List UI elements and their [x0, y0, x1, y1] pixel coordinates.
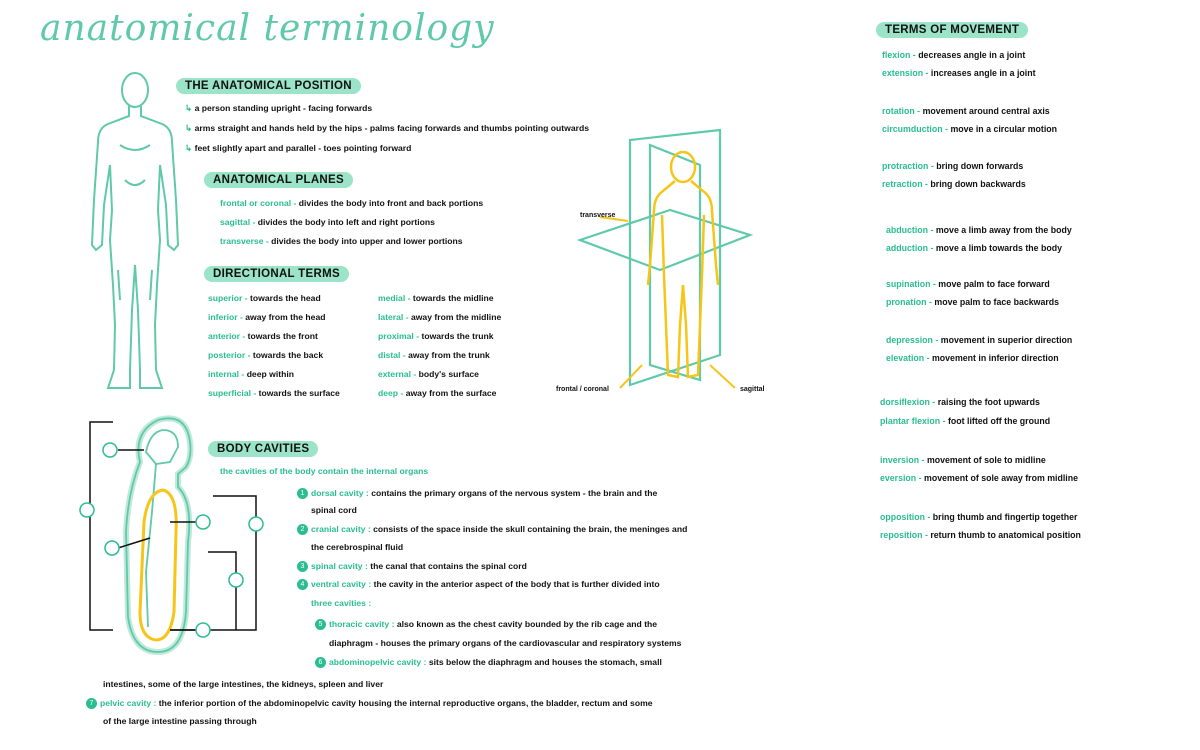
movement-term: elevation - movement in inferior direction: [886, 353, 1059, 363]
cavity-item: 7 pelvic cavity : the inferior portion of the abdominopelvic cavity housing the internal reproductive organs, the bladder, rectum and some: [86, 698, 653, 709]
body-cavities-intro: the cavities of the body contain the internal organs: [220, 466, 429, 476]
directional-terms-left-list: [208, 293, 340, 407]
page-title: anatomical terminology: [40, 8, 495, 49]
cavity-item: 6 abdominopelvic cavity : sits below the diaphragm and houses the stomach, small: [315, 657, 662, 668]
directional-term: proximal - towards the trunk: [378, 331, 494, 341]
cavity-item: 5 thoracic cavity : also known as the chest cavity bounded by the rib cage and the: [315, 619, 657, 630]
directional-term: lateral - away from the midline: [378, 312, 502, 322]
movement-term: circumduction - move in a circular motion: [882, 124, 1058, 134]
directional-term: distal - away from the trunk: [378, 350, 490, 360]
directional-term: external - body's surface: [378, 369, 479, 379]
cavity-item-cont: spinal cord: [311, 505, 357, 515]
movement-term: rotation - movement around central axis: [882, 106, 1050, 116]
anatomical-position-bullet: ↳ feet slightly apart and parallel - toes pointing forward: [185, 143, 412, 153]
body-cavities-heading: BODY CAVITIES: [208, 441, 318, 457]
cavity-item-cont: three cavities :: [311, 598, 372, 608]
cavity-item: 3 spinal cavity : the canal that contains the spinal cord: [297, 561, 527, 572]
directional-term: inferior - away from the head: [208, 312, 326, 322]
movement-term: adduction - move a limb towards the body: [886, 243, 1062, 253]
plane-term: transverse - divides the body into upper and lower portions: [220, 236, 463, 246]
frontal-plane-label: frontal / coronal: [556, 386, 609, 393]
cavity-item-cont: intestines, some of the large intestines, the kidneys, spleen and liver: [103, 679, 384, 689]
directional-term: posterior - towards the back: [208, 350, 324, 360]
cavity-item-cont: the cerebrospinal fluid: [311, 542, 404, 552]
movement-term: plantar flexion - foot lifted off the ground: [880, 416, 1051, 426]
arrow-icon: ↳: [185, 143, 195, 153]
movement-term: depression - movement in superior direction: [886, 335, 1073, 345]
movement-term: opposition - bring thumb and fingertip together: [880, 512, 1078, 522]
human-body-outline-illustration: [80, 70, 190, 400]
cavity-item: 1 dorsal cavity : contains the primary organs of the nervous system - the brain and the: [297, 488, 657, 499]
directional-terms-right-list: [378, 293, 501, 407]
plane-term: sagittal - divides the body into left and right portions: [220, 217, 435, 227]
movement-term: supination - move palm to face forward: [886, 279, 1050, 289]
arrow-icon: ↳: [185, 123, 195, 133]
movement-term: reposition - return thumb to anatomical position: [880, 530, 1081, 540]
movement-term: dorsiflexion - raising the foot upwards: [880, 397, 1040, 407]
plane-term: frontal or coronal - divides the body into front and back portions: [220, 198, 484, 208]
anatomical-position-heading: THE ANATOMICAL POSITION: [176, 78, 361, 94]
cavity-item-cont: diaphragm - houses the primary organs of the cardiovascular and respiratory systems: [329, 638, 682, 648]
movement-term: protraction - bring down forwards: [882, 161, 1024, 171]
anatomical-planes-illustration: [550, 125, 780, 400]
anatomical-planes-heading: ANATOMICAL PLANES: [204, 172, 353, 188]
movement-term: inversion - movement of sole to midline: [880, 455, 1046, 465]
cavity-item-cont: of the large intestine passing through: [103, 716, 257, 726]
directional-terms-heading: DIRECTIONAL TERMS: [204, 266, 349, 282]
movement-term: eversion - movement of sole away from midline: [880, 473, 1078, 483]
directional-term: medial - towards the midline: [378, 293, 494, 303]
movement-term: retraction - bring down backwards: [882, 179, 1026, 189]
anatomical-position-bullet: ↳ arms straight and hands held by the hips - palms facing forwards and thumbs pointing outwards: [185, 123, 589, 133]
movement-term: extension - increases angle in a joint: [882, 68, 1036, 78]
arrow-icon: ↳: [185, 103, 195, 113]
movement-term: flexion - decreases angle in a joint: [882, 50, 1026, 60]
cavity-item: 4 ventral cavity : the cavity in the anterior aspect of the body that is further divided into: [297, 579, 660, 590]
movement-term: pronation - move palm to face backwards: [886, 297, 1060, 307]
anatomical-position-bullet: ↳ a person standing upright - facing forwards: [185, 103, 373, 113]
terms-of-movement-heading: TERMS OF MOVEMENT: [876, 22, 1028, 38]
cavity-item: 2 cranial cavity : consists of the space inside the skull containing the brain, the meninges and: [297, 524, 687, 535]
directional-term: internal - deep within: [208, 369, 294, 379]
directional-term: anterior - towards the front: [208, 331, 318, 341]
directional-term: superior - towards the head: [208, 293, 321, 303]
sagittal-plane-label: sagittal: [740, 386, 765, 393]
directional-term: deep - away from the surface: [378, 388, 497, 398]
movement-term: abduction - move a limb away from the body: [886, 225, 1072, 235]
directional-term: superficial - towards the surface: [208, 388, 340, 398]
transverse-plane-label: transverse: [580, 212, 616, 219]
